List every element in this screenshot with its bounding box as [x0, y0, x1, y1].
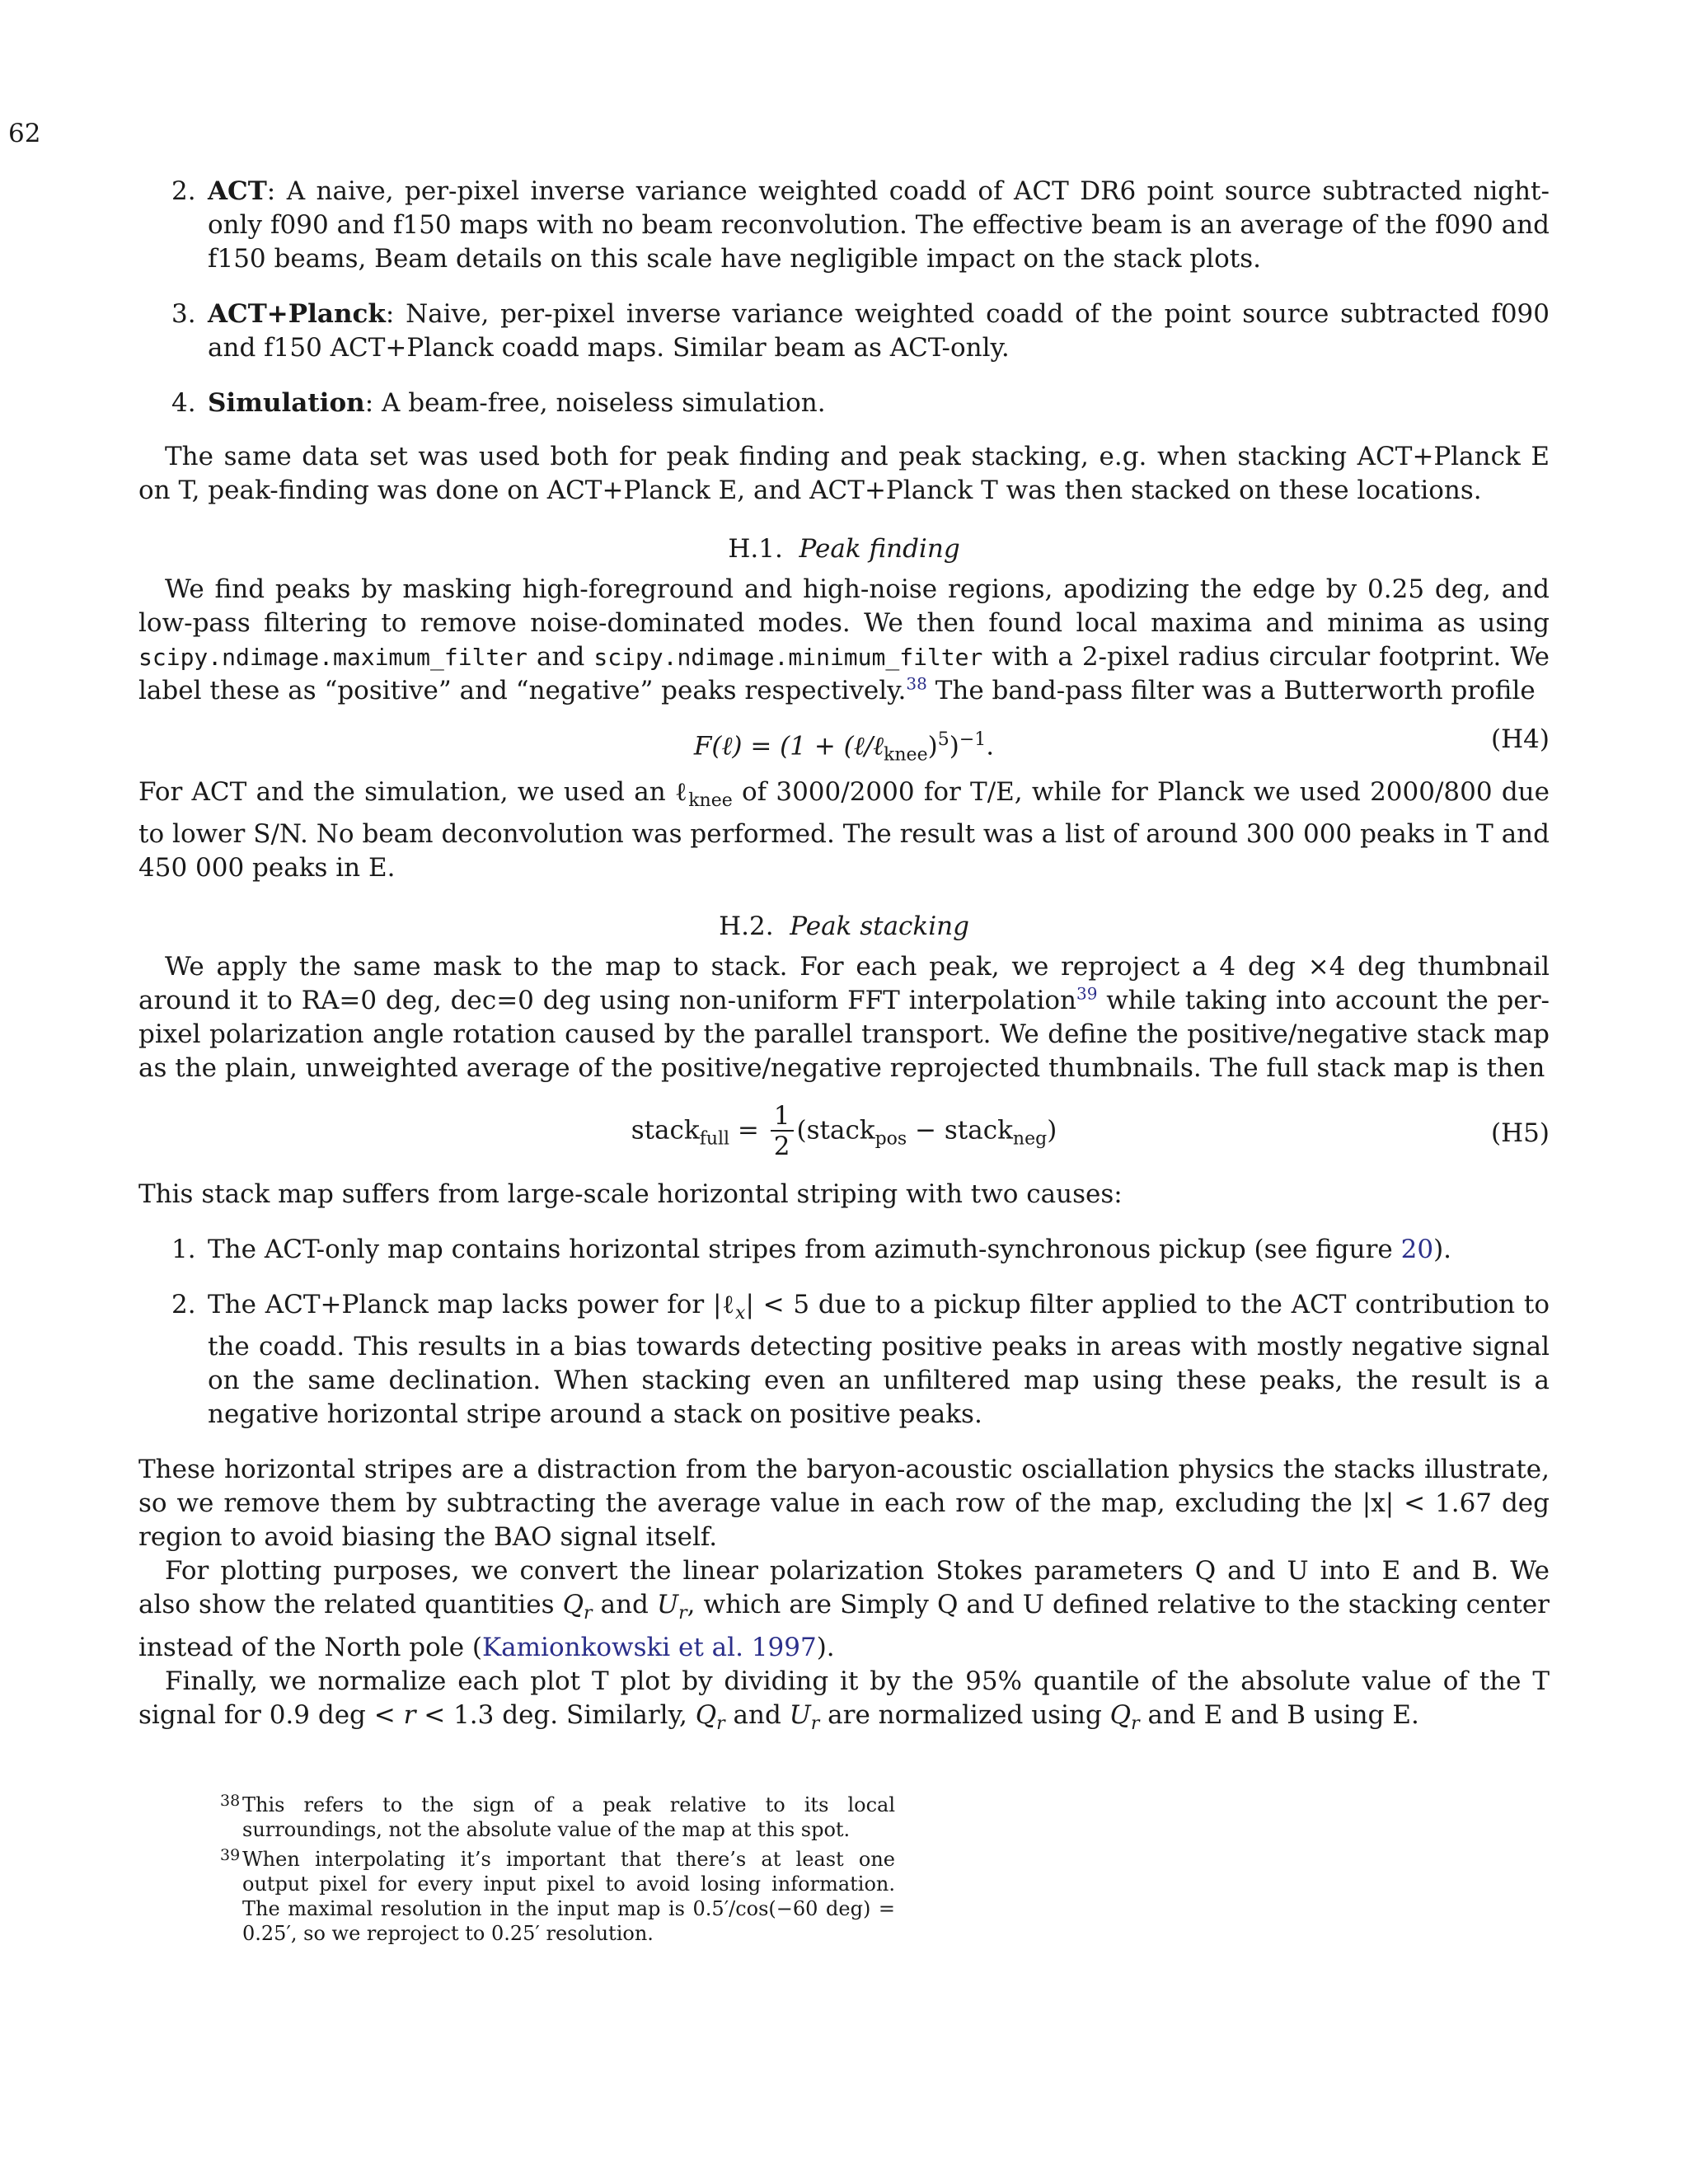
text-run: Finally, we normalize each plot T plot by dividing it by the 95% quantile of the absolute value of the T signal for 0.9 deg < — [138, 1666, 1550, 1730]
paragraph-remove-stripes: These horizontal stripes are a distraction from the baryon-acoustic osciallation physics the stacks illustrate, so we remove them by subtracting the average value in each row of the map, excluding the |x| < 1.67 deg region to avoid biasing the BAO signal itself. — [138, 1455, 1550, 1553]
list-item-cause-2 — [138, 1288, 1550, 1432]
paragraph-striping: This stack map suffers from large-scale horizontal striping with two causes: — [138, 1179, 1123, 1210]
source-list — [138, 175, 1550, 420]
text-run: For ACT and the simulation, we used an ℓ — [138, 777, 689, 807]
text-run: and — [592, 1590, 657, 1620]
list-term: ACT+Planck — [208, 299, 386, 329]
equation-tag: (H4) — [1491, 724, 1550, 754]
list-text: : A beam-free, noiseless simulation. — [364, 388, 826, 418]
footnotes — [190, 1793, 895, 1951]
equation-sub: neg — [1012, 1128, 1048, 1150]
list-text: ). — [1433, 1235, 1452, 1265]
citation-kamionkowski[interactable]: Kamionkowski et al. 1997 — [482, 1632, 817, 1662]
equation-text: ) — [949, 731, 959, 762]
fraction-one-half — [771, 1102, 794, 1161]
text-run: of 3000/2000 for T/E, while for Planck we used 2000/800 due to lower S/N. No beam deconvolution was performed. The result was a list of around 300 000 peaks in T and 450 000 peaks in E. — [138, 777, 1550, 883]
code-minimum-filter: scipy.ndimage.minimum_filter — [593, 644, 983, 671]
equation-text: ) — [1047, 1115, 1057, 1146]
equation-h5 — [138, 1094, 1550, 1174]
footnote-ref-39[interactable]: 39 — [1076, 983, 1098, 1004]
subscript: x — [735, 1303, 746, 1324]
section-number: H.2. — [719, 912, 774, 942]
equation-text: stack — [631, 1115, 700, 1146]
paragraph-same-data: The same data set was used both for peak finding and peak stacking, e.g. when stacking ACT+Planck E on T, peak-finding was done on ACT+Planck E, and ACT+Planck T was then stacked on these locations. — [138, 442, 1550, 505]
figure-ref-20[interactable]: 20 — [1400, 1235, 1434, 1265]
text-run: For plotting purposes, we convert the linear polarization Stokes parameters Q and U into E and B. We also show the related quantities — [138, 1556, 1550, 1620]
list-number: 1. — [171, 1235, 196, 1265]
fraction-numerator: 1 — [771, 1102, 794, 1132]
text-run: The band-pass filter was a Butterworth profile — [926, 676, 1536, 705]
text-run: , which are Simply Q and U defined relative to the stacking center instead of the North pole ( — [138, 1590, 1550, 1662]
equation-text: = — [729, 1115, 767, 1146]
footnote-number: 39 — [220, 1846, 241, 1864]
section-heading-h2 — [138, 910, 1550, 944]
equation-sub: pos — [874, 1128, 907, 1150]
equation-text: F(ℓ) = (1 + (ℓ/ℓ — [693, 731, 884, 762]
section-heading-h1 — [138, 532, 1550, 566]
equation-sub: full — [699, 1128, 730, 1150]
section-title: Peak finding — [799, 534, 960, 564]
paragraph-plotting — [138, 1554, 1550, 1664]
subscript: r — [810, 1713, 820, 1734]
equation-sup: 5 — [937, 729, 950, 750]
paragraph-normalize — [138, 1665, 1550, 1741]
text-run: while taking into account the per-pixel polarization angle rotation caused by the parallel transport. We define the positive/negative stack map as the plain, unweighted average of the positive/negative reprojected thumbnails. The full stack map is then — [138, 986, 1550, 1084]
list-text: | < 5 due to a pickup filter applied to the ACT contribution to the coadd. This results in a bias towards detecting positive peaks in areas with mostly negative signal on the same declination. When stacking even an unfiltered map using these peaks, the result is a negative horizontal stripe around a stack on positive peaks. — [208, 1290, 1550, 1430]
footnote-39 — [190, 1847, 895, 1946]
list-text: The ACT-only map contains horizontal stripes from azimuth-synchronous pickup (see figure — [208, 1235, 1401, 1265]
equation-tag: (H5) — [1491, 1118, 1550, 1149]
equation-h4 — [138, 716, 1550, 766]
equation-text: (stack — [796, 1115, 875, 1146]
list-item-cause-1 — [138, 1233, 1550, 1267]
footnote-text: This refers to the sign of a peak relative to its local surroundings, not the absolute value of the map at this spot. — [242, 1793, 895, 1841]
page-body — [138, 0, 1550, 1945]
math-q: Q — [1109, 1699, 1132, 1730]
text-run: and — [528, 642, 594, 672]
list-item-act — [138, 175, 1550, 276]
list-item-act-planck — [138, 298, 1550, 365]
subscript: r — [584, 1603, 593, 1624]
code-maximum-filter: scipy.ndimage.maximum_filter — [138, 644, 528, 671]
section-title: Peak stacking — [790, 912, 969, 942]
text-run: and — [724, 1699, 790, 1730]
footnote-38 — [190, 1793, 895, 1842]
equation-body — [138, 1102, 1550, 1161]
equation-sub: knee — [884, 744, 928, 766]
math-q: Q — [562, 1590, 584, 1620]
subscript: r — [716, 1713, 725, 1734]
math-u: U — [789, 1699, 811, 1730]
list-item-simulation — [138, 387, 1550, 420]
footnote-text: When interpolating it’s important that there’s at least one output pixel for every input pixel to avoid losing information. The maximal resolution in the input map is 0.5′/cos(−60 deg) = 0.25′, so we reproject to 0.25′ resolution. — [242, 1848, 895, 1945]
causes-list — [138, 1233, 1550, 1432]
list-number: 2. — [171, 176, 196, 206]
list-number: 2. — [171, 1290, 196, 1320]
list-number: 4. — [171, 388, 196, 418]
math-u: U — [656, 1590, 679, 1620]
list-text: : Naive, per-pixel inverse variance weighted coadd of the point source subtracted f090 and f150 ACT+Planck coadd maps. Similar beam as ACT-only. — [208, 299, 1550, 363]
footnote-ref-38[interactable]: 38 — [906, 673, 927, 694]
text-run: and E and B using E. — [1139, 1699, 1419, 1730]
list-term: ACT — [208, 176, 267, 206]
text-run: We find peaks by masking high-foreground and high-noise regions, apodizing the edge by 0.25 deg, and low-pass filtering to remove noise-dominated modes. We then found local maxima and minima as using — [138, 574, 1550, 638]
page-number: 62 — [8, 119, 41, 148]
paragraph-peak-finding — [138, 573, 1550, 708]
equation-text: . — [986, 731, 995, 762]
list-number: 3. — [171, 299, 196, 329]
list-text: : A naive, per-pixel inverse variance weighted coadd of ACT DR6 point source subtracted night-only f090 and f150 maps with no beam reconvolution. The effective beam is an average of the f090 and f150 beams, Beam details on this scale have negligible impact on the stack plots. — [208, 176, 1550, 274]
list-term: Simulation — [208, 388, 365, 418]
subscript: r — [1131, 1713, 1140, 1734]
math-q: Q — [695, 1699, 717, 1730]
equation-text: ) — [927, 731, 938, 762]
equation-sup: −1 — [959, 729, 987, 750]
footnote-number: 38 — [220, 1792, 241, 1810]
subscript: r — [678, 1603, 687, 1624]
paragraph-peak-stacking — [138, 950, 1550, 1085]
text-run: < 1.3 deg. Similarly, — [415, 1699, 696, 1730]
text-run: are normalized using — [819, 1699, 1110, 1730]
math-r: r — [403, 1699, 416, 1730]
paragraph-knee — [138, 776, 1550, 885]
text-run: with a 2-pixel radius circular footprint. We label these as “positive” and “negative” peaks respectively. — [138, 642, 1550, 705]
text-run: ). — [816, 1632, 835, 1662]
list-text: The ACT+Planck map lacks power for |ℓ — [208, 1290, 736, 1320]
section-number: H.1. — [728, 534, 783, 564]
subscript: knee — [688, 790, 733, 812]
text-run: We apply the same mask to the map to stack. For each peak, we reproject a 4 deg ×4 deg thumbnail around it to RA=0 deg, dec=0 deg using non-uniform FFT interpolation — [138, 952, 1550, 1016]
fraction-denominator: 2 — [773, 1132, 790, 1162]
equation-body — [138, 723, 1550, 772]
equation-text: − stack — [907, 1115, 1013, 1146]
